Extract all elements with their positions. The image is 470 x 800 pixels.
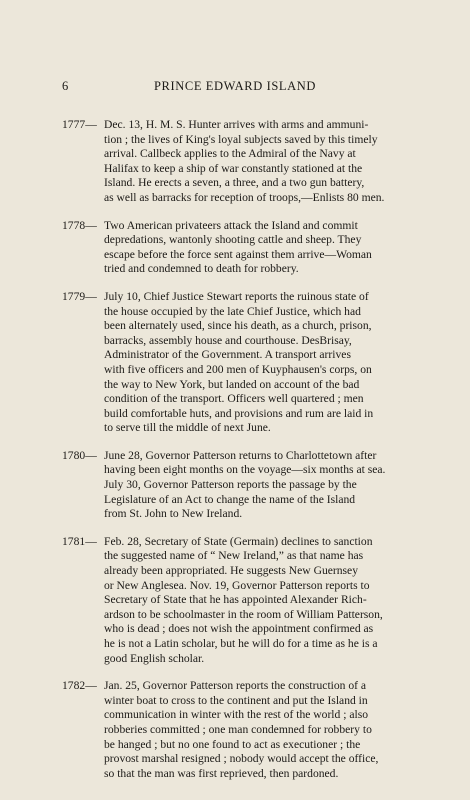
entry-line: July 30, Governor Patterson reports the passage by the <box>104 478 357 492</box>
entry-line: Dec. 13, H. M. S. Hunter arrives with arms and ammuni- <box>104 118 369 131</box>
entry-line: escape before the force sent against them arrive—Woman <box>104 247 372 261</box>
entry-line: been alternately used, since his death, as a church, prison, <box>104 319 372 333</box>
entry-line: tion ; the lives of King's loyal subjects saved by this timely <box>104 132 378 146</box>
entry-line: the house occupied by the late Chief Justice, which had <box>104 304 361 318</box>
entry-1782 <box>62 679 444 781</box>
entry-line: Secretary of State that he has appointed Alexander Rich- <box>104 593 367 607</box>
entry-1781 <box>62 535 444 666</box>
entry-line: provost marshal resigned ; nobody would accept the office, <box>104 752 379 766</box>
entry-line: who is dead ; does not wish the appointment confirmed as <box>104 622 374 636</box>
entry-1777 <box>62 118 444 206</box>
entry-line: be hanged ; but no one found to act as executioner ; the <box>104 737 361 751</box>
entry-year: 1781— <box>62 534 97 548</box>
entry-line: tried and condemned to death for robbery. <box>104 262 299 276</box>
chronology-body <box>62 118 444 794</box>
entry-line: depredations, wantonly shooting cattle and sheep. They <box>104 233 362 247</box>
entry-line: to serve till the middle of next June. <box>104 421 271 435</box>
entry-line: Two American privateers attack the Island and commit <box>104 218 358 232</box>
entry-line: Halifax to keep a ship of war constantly stationed at the <box>104 161 363 175</box>
entry-line: July 10, Chief Justice Stewart reports the ruinous state of <box>104 289 369 303</box>
entry-line: Administrator of the Government. A transport arrives <box>104 348 351 362</box>
entry-year: 1782— <box>62 679 97 693</box>
entry-line: Jan. 25, Governor Patterson reports the construction of a <box>104 679 367 693</box>
entry-line: from St. John to New Ireland. <box>104 507 243 521</box>
entry-1779 <box>62 290 444 436</box>
entry-line: winter boat to cross to the continent and put the Island in <box>104 693 368 707</box>
page-number: 6 <box>62 79 69 93</box>
entry-line: already been appropriated. He suggests New Guernsey <box>104 564 359 578</box>
entry-line: having been eight months on the voyage—six months at sea. <box>104 463 386 477</box>
entry-line: June 28, Governor Patterson returns to Charlottetown after <box>104 448 377 462</box>
entry-line: as well as barracks for reception of troops,—Enlists 80 men. <box>104 190 385 204</box>
entry-line: so that the man was first reprieved, then pardoned. <box>104 766 339 780</box>
entry-line: condition of the transport. Officers well quartered ; men <box>104 392 364 406</box>
entry-line: ardson to be schoolmaster in the room of William Patterson, <box>104 607 383 621</box>
entry-line: the way to New York, but landed on account of the bad <box>104 377 360 391</box>
entry-line: the suggested name of “ New Ireland,” as that name has <box>104 549 364 563</box>
entry-line: arrival. Callbeck applies to the Admiral of the Navy at <box>104 147 356 161</box>
entry-line: Feb. 28, Secretary of State (Germain) declines to sanction <box>104 534 373 548</box>
entry-year: 1780— <box>62 448 97 462</box>
entry-1780 <box>62 449 444 522</box>
entry-line: barracks, assembly house and courthouse. DesBrisay, <box>104 333 352 347</box>
entry-year: 1777— <box>62 118 97 131</box>
entry-line: communication in winter with the rest of the world ; also <box>104 708 369 722</box>
entry-line: Legislature of an Act to change the name of the Island <box>104 492 356 506</box>
running-title: PRINCE EDWARD ISLAND <box>154 79 316 93</box>
entry-line: robberies committed ; one man condemned for robbery to <box>104 722 372 736</box>
entry-line: good English scholar. <box>104 651 205 665</box>
entry-1778 <box>62 219 444 277</box>
entry-line: with five officers and 200 men of Kuyphausen's corps, on <box>104 362 372 376</box>
entry-year: 1778— <box>62 218 97 232</box>
entry-line: or New Anglesea. Nov. 19, Governor Patterson reports to <box>104 578 370 592</box>
entry-line: build comfortable huts, and provisions and rum are laid in <box>104 406 374 420</box>
entry-year: 1779— <box>62 289 97 303</box>
entry-line: Island. He erects a seven, a three, and a two gun battery, <box>104 176 365 190</box>
entry-line: he is not a Latin scholar, but he will do for a time as he is a <box>104 637 378 650</box>
